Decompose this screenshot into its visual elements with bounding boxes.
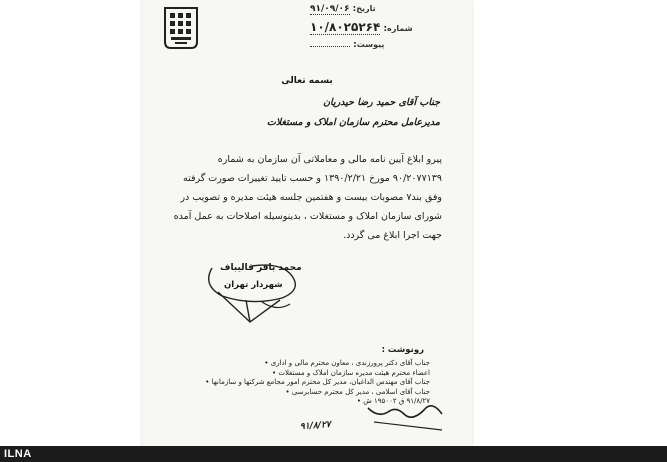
letter-heading: بسمه تعالی	[281, 76, 333, 86]
recipient-title: مدیرعامل محترم سازمان املاک و مستغلات	[266, 117, 440, 128]
attachment-label: پیوست	[356, 40, 385, 49]
date-value: ۹۱/۰۹/۰۶	[310, 4, 350, 14]
body-line: وفق بند۷ مصوبات بیست و هفتمین جلسه هیئت مدیره و تصویب در	[180, 192, 442, 203]
body-line: شورای سازمان املاک و مستغلات ، بدینوسیله اصلاحات به عمل آمده	[173, 211, 442, 222]
body-line: جهت اجرا ابلاغ می گردد.	[343, 230, 442, 241]
letter-number: شماره: ۱۰/۸۰۲۵۲۶۴	[310, 20, 413, 34]
letter-date: تاریخ: ۹۱/۰۹/۰۶	[310, 4, 376, 14]
signatory-name: محمد باقر قالیباف	[220, 263, 302, 273]
cc-list	[190, 359, 430, 407]
cc-heading: رونوشت :	[381, 345, 424, 355]
signatory-title: شهردار تهران	[224, 280, 283, 290]
letter-attachment: پیوست:	[310, 40, 384, 50]
cc-item: جناب آقای مهندس الداغیان، مدیر کل محترم امور مجامع شرکتها و سازمانها •	[190, 378, 430, 388]
body-line: پیرو ابلاغ آیین نامه مالی و معاملاتی آن سازمان به شماره	[217, 154, 442, 165]
footer-bar	[0, 446, 667, 462]
letter-page	[142, 0, 472, 446]
number-value: ۱۰/۸۰۲۵۲۶۴	[310, 20, 381, 34]
cc-item: اعضاء محترم هیئت مدیره سازمان املاک و مستغلات •	[190, 369, 430, 379]
municipality-logo-icon	[157, 2, 205, 54]
attachment-value	[310, 46, 350, 47]
date-label: تاریخ	[356, 4, 376, 13]
cc-item: جناب آقای اسلامی ، مدیر کل محترم حسابرسی •	[190, 388, 430, 398]
cc-item: ۹۱/۸/۲۷ ق ۱۹۵۰۰۲ ش •	[190, 397, 430, 407]
handwritten-date: ۹۱/۸/۲۷	[299, 419, 332, 433]
letter-body	[168, 150, 442, 245]
ilna-watermark: ILNA	[4, 448, 32, 460]
cc-item: جناب آقای دکتر پرورزندی ، معاون محترم مالی و اداری •	[190, 359, 430, 369]
recipient-name: جناب آقای حمید رضا حیدریان	[323, 97, 440, 108]
number-label: شماره	[387, 24, 413, 33]
body-line: ۹۰/۲۰۷۷۱۳۹ مورخ ۱۳۹۰/۲/۲۱ و حسب تایید تغییرات صورت گرفته	[183, 173, 442, 184]
